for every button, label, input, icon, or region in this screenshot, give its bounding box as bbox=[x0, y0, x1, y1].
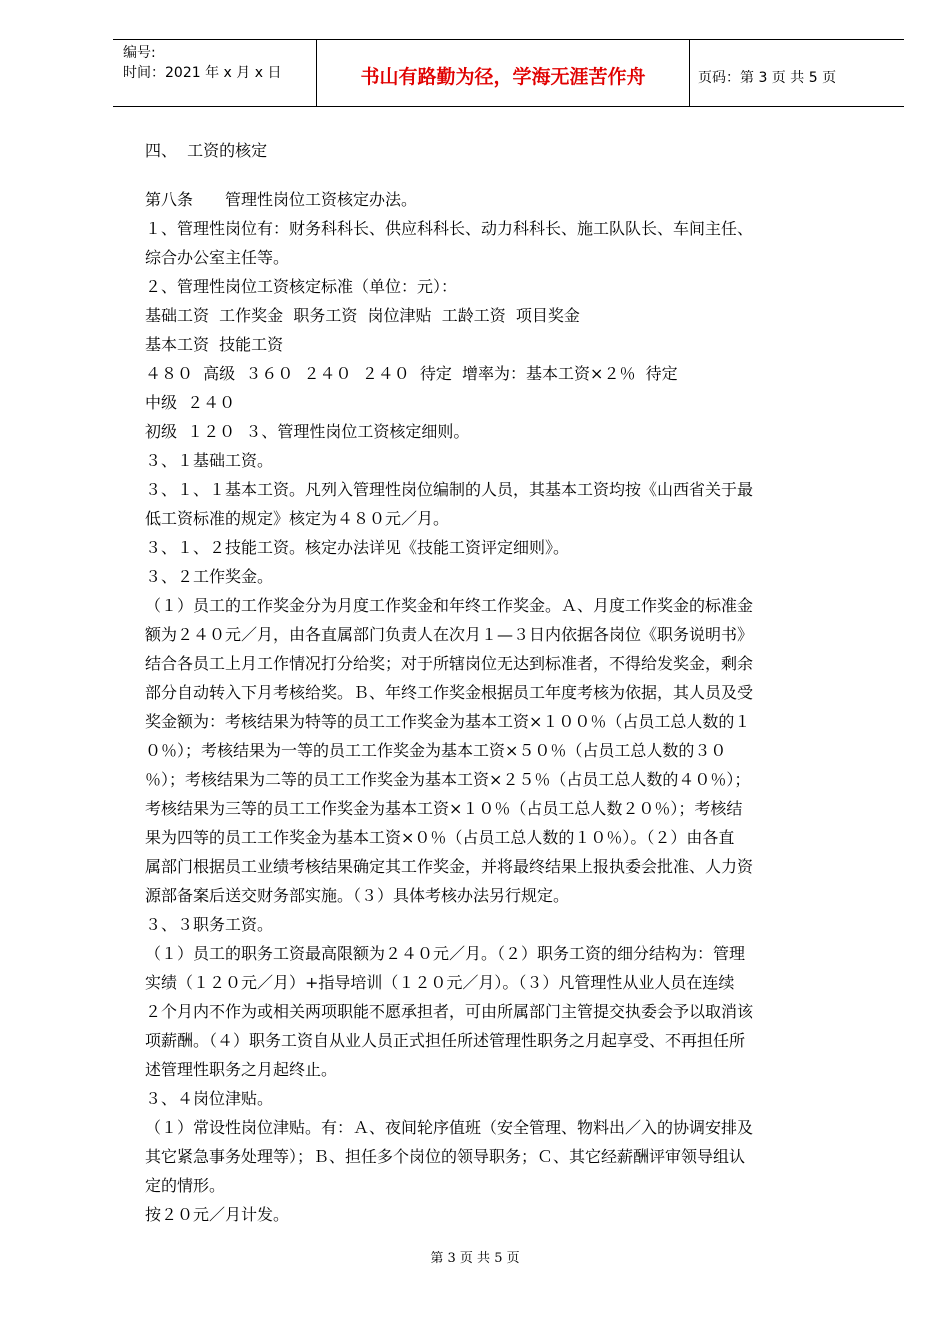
text-line: 基础工资 工作奖金 职务工资 岗位津贴 工龄工资 项目奖金 bbox=[145, 306, 580, 325]
text-line: ３、４岗位津贴。 bbox=[145, 1089, 274, 1108]
text-line: 初级 １２０ ３、管理性岗位工资核定细则。 bbox=[145, 422, 470, 441]
text-line: ３、１基础工资。 bbox=[145, 451, 274, 470]
document-body bbox=[145, 136, 885, 1229]
text-line: ３、３职务工资。 bbox=[145, 915, 274, 934]
text-line: 奖金额为：考核结果为特等的员工工作奖金为基本工资×１００％（占员工总人数的１ bbox=[145, 712, 751, 731]
text-line: 其它紧急事务处理等）；Ｂ、担任多个岗位的领导职务；Ｃ、其它经薪酬评审领导组认 bbox=[145, 1147, 746, 1166]
paragraph-lines bbox=[145, 185, 885, 1229]
text-line: 结合各员工上月工作情况打分给奖；对于所辖岗位无达到标准者，不得给发奖金，剩余 bbox=[145, 654, 754, 673]
header-slogan: 书山有路勤为径，学海无涯苦作舟 bbox=[360, 66, 646, 88]
text-line: 果为四等的员工工作奖金为基本工资×０％（占员工总人数的１０％）。（２）由各直 bbox=[145, 828, 735, 847]
document-time-label: 时间：2021 年 x 月 x 日 bbox=[123, 65, 282, 81]
text-line: （１）常设性岗位津贴。有：Ａ、夜间轮序值班（安全管理、物料出／入的协调安排及 bbox=[145, 1118, 754, 1137]
text-line: （１）员工的工作奖金分为月度工作奖金和年终工作奖金。Ａ、月度工作奖金的标准金 bbox=[145, 596, 754, 615]
text-line: ２、管理性岗位工资核定标准（单位：元）： bbox=[145, 277, 458, 296]
document-header bbox=[113, 39, 904, 107]
text-line: 额为２４０元／月，由各直属部门负责人在次月１—３日内依据各岗位《职务说明书》 bbox=[145, 625, 754, 644]
header-slogan-cell bbox=[317, 40, 690, 106]
text-line: ３、１、２技能工资。核定办法详见《技能工资评定细则》。 bbox=[145, 538, 570, 557]
text-line: 实绩（１２０元／月）+指导培训（１２０元／月）。（３）凡管理性从业人员在连续 bbox=[145, 973, 735, 992]
text-line: ３、１、１基本工资。凡列入管理性岗位编制的人员，其基本工资均按《山西省关于最 bbox=[145, 480, 754, 499]
text-line: （１）员工的职务工资最高限额为２４０元／月。（２）职务工资的细分结构为：管理 bbox=[145, 944, 746, 963]
text-line: 低工资标准的规定》核定为４８０元／月。 bbox=[145, 509, 450, 528]
text-line: 中级 ２４０ bbox=[145, 393, 236, 412]
text-line: ２个月内不作为或相关两项职能不愿承担者，可由所属部门主管提交执委会予以取消该 bbox=[145, 1002, 754, 1021]
document-number-label: 编号: bbox=[123, 45, 156, 61]
header-page-info: 页码：第 3 页 共 5 页 bbox=[698, 70, 837, 86]
text-line: １、管理性岗位有：财务科科长、供应科科长、动力科科长、施工队队长、车间主任、 bbox=[145, 219, 754, 238]
section-heading: 四、 工资的核定 bbox=[145, 141, 268, 160]
text-line: ３、２工作奖金。 bbox=[145, 567, 274, 586]
text-line: 综合办公室主任等。 bbox=[145, 248, 290, 267]
text-line: 源部备案后送交财务部实施。（３）具体考核办法另行规定。 bbox=[145, 886, 570, 905]
section-gap bbox=[145, 165, 885, 185]
text-line: 考核结果为三等的员工工作奖金为基本工资×１０％（占员工总人数２０％）；考核结 bbox=[145, 799, 743, 818]
text-line: 述管理性职务之月起终止。 bbox=[145, 1060, 338, 1079]
text-line: ４８０ 高级 ３６０ ２４０ ２４０ 待定 增率为：基本工资×２％ 待定 bbox=[145, 364, 678, 383]
text-line: ０％）；考核结果为一等的员工工作奖金为基本工资×５０％（占员工总人数的３０ bbox=[145, 741, 727, 760]
text-line: 部分自动转入下月考核给奖。Ｂ、年终工作奖金根据员工年度考核为依据，其人员及受 bbox=[145, 683, 754, 702]
text-line: 第八条 管理性岗位工资核定办法。 bbox=[145, 190, 418, 209]
text-line: 定的情形。 bbox=[145, 1176, 226, 1195]
text-line: ％）；考核结果为二等的员工工作奖金为基本工资×２５％（占员工总人数的４０％）； bbox=[145, 770, 751, 789]
text-line: 按２０元／月计发。 bbox=[145, 1205, 290, 1224]
text-line: 基本工资 技能工资 bbox=[145, 335, 284, 354]
text-line: 项薪酬。（４）职务工资自从业人员正式担任所述管理性职务之月起享受、不再担任所 bbox=[145, 1031, 746, 1050]
header-page-cell bbox=[690, 40, 904, 106]
page-footer: 第 3 页 共 5 页 bbox=[430, 1251, 520, 1266]
text-line: 属部门根据员工业绩考核结果确定其工作奖金，并将最终结果上报执委会批准、人力资 bbox=[145, 857, 754, 876]
header-meta-cell bbox=[113, 40, 317, 106]
